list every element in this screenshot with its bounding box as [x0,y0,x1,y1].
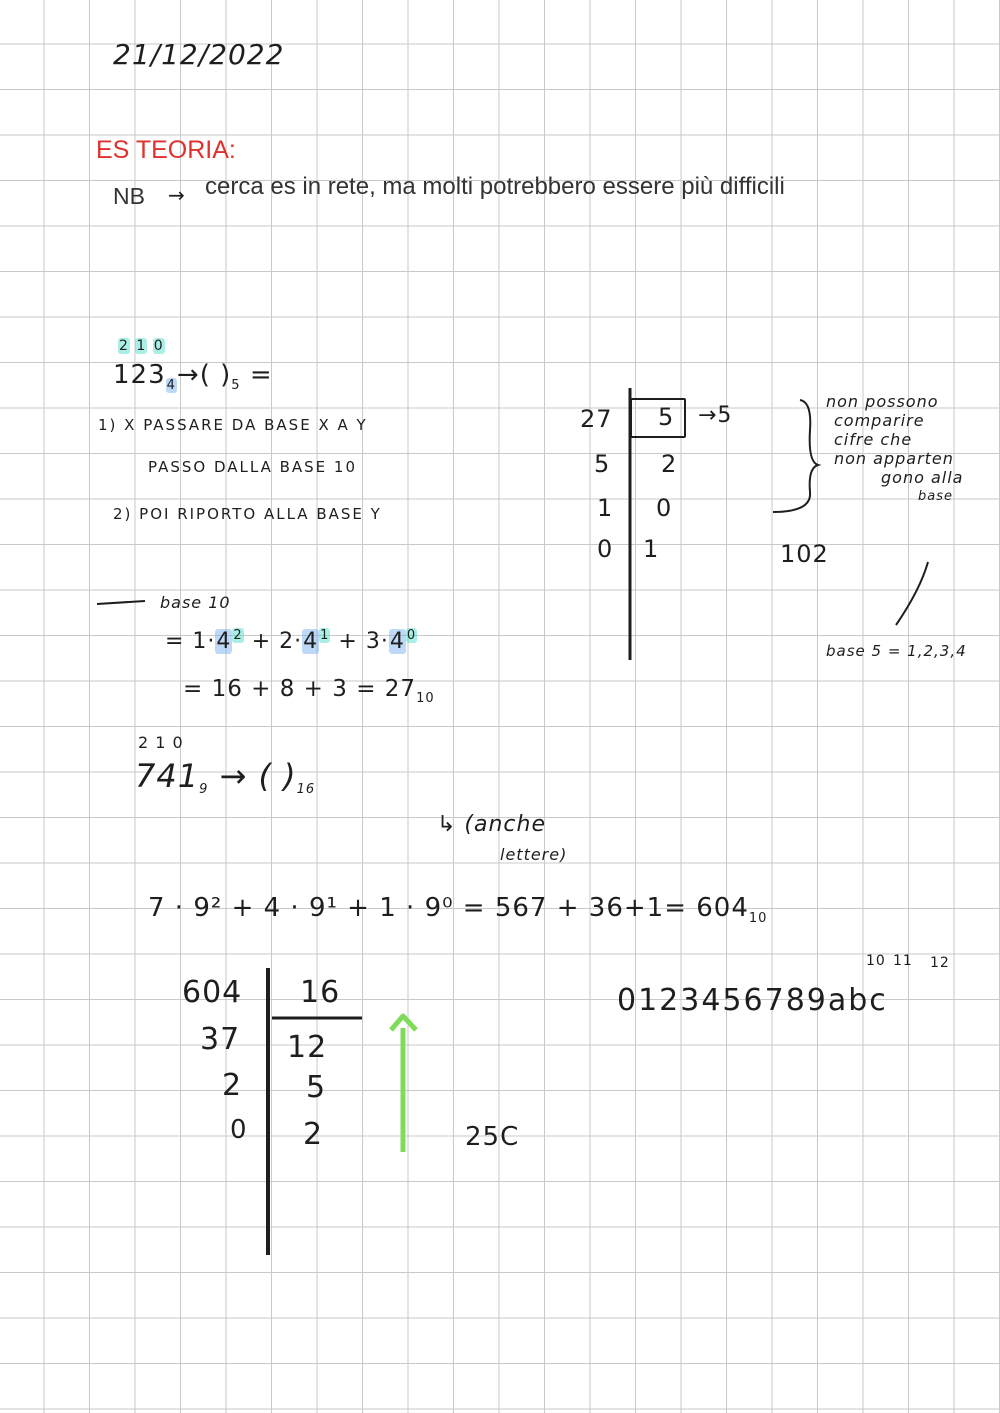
note-arrow: → [168,183,186,207]
div2-quotient-3: 2 [303,1117,324,1152]
expression2-number: 741 [135,757,200,795]
div1-quotient-2: 0 [656,494,673,522]
date: 21/12/2022 [113,38,285,71]
step1b: PASSO DALLA BASE 10 [148,458,358,476]
target-base: 5 [231,378,241,393]
div2-dividend-2: 2 [222,1068,243,1103]
base10-arrow-line [97,601,145,604]
div2-quotient-0: 16 [300,975,341,1010]
div2-dividend-3: 0 [230,1115,248,1145]
div1-quotient-1: 2 [661,450,678,478]
note-line-4: gono alla [881,468,964,487]
position-0: 0 [153,338,164,354]
expression2-target: 16 [296,782,316,797]
expression-rest: →( ) [176,360,232,390]
div2-quotient-1: 12 [287,1030,328,1065]
example2-positions: 2 1 0 [138,733,184,752]
div1-dividend-0: 27 [580,405,613,433]
div2-dividend-0: 604 [182,975,243,1010]
digit-index-c: 12 [930,955,950,971]
div1-dividend-2: 1 [597,494,614,522]
div1-result: 102 [780,540,829,568]
note-prefix: NB [113,183,145,209]
sum-base: 10 [416,691,435,706]
expression-equals: = [249,360,273,390]
section-heading: ES TEORIA: [96,136,236,164]
div1-quotient-0: 5 [658,403,675,431]
expression2-base: 9 [199,782,209,797]
brace [773,400,818,512]
hint-line2: lettere) [500,845,568,864]
expression2-rest: → ( ) [219,757,297,795]
note-line-5: base [918,489,953,504]
note-line-1: comparire [834,411,925,430]
digit-sequence: 0123456789abc [617,983,888,1018]
expand2-base: 10 [748,911,768,926]
div2-quotient-2: 5 [306,1070,327,1105]
expand-line: = 1·4 $^2$ + 2·4 $^1$ + 3·4 $^0$ [165,628,417,654]
base-digits: base 5 = 1,2,3,4 [826,642,967,660]
note-line-3: non apparten [834,449,954,468]
div1-divisor-arrow: →5 [698,403,733,428]
digit-index-a: 10 [866,953,886,969]
step1: 1) X PASSARE DA BASE X A Y [98,416,368,434]
expression-base: 4 [166,378,176,393]
green-arrow-head [391,1016,416,1030]
note-line-2: cifre che [834,430,913,449]
div2-result: 25C [465,1122,520,1152]
step2: 2) POI RIPORTO ALLA BASE Y [113,505,382,523]
hint-line1: ↳ (anche [437,812,547,837]
div2-dividend-1: 37 [200,1022,241,1057]
note-text: cerca es in rete, ma molti potrebbero essere più difficili [205,173,785,200]
note-line-0: non possono [826,392,939,411]
digit-index-b: 11 [893,953,913,969]
expand2-text: 7 · 9² + 4 · 9¹ + 1 · 9⁰ = 567 + 36+1= 604 [148,893,749,923]
expression-number: 123 [113,360,166,390]
pointer-line [896,562,928,625]
div1-quotient-3: 1 [643,535,660,563]
div1-dividend-3: 0 [597,535,614,563]
sum-text: = 16 + 8 + 3 = 27 [183,676,417,702]
base10-label: base 10 [160,593,231,612]
position-1: 1 [136,338,147,354]
position-2: 2 [119,338,129,354]
div1-dividend-1: 5 [594,450,611,478]
